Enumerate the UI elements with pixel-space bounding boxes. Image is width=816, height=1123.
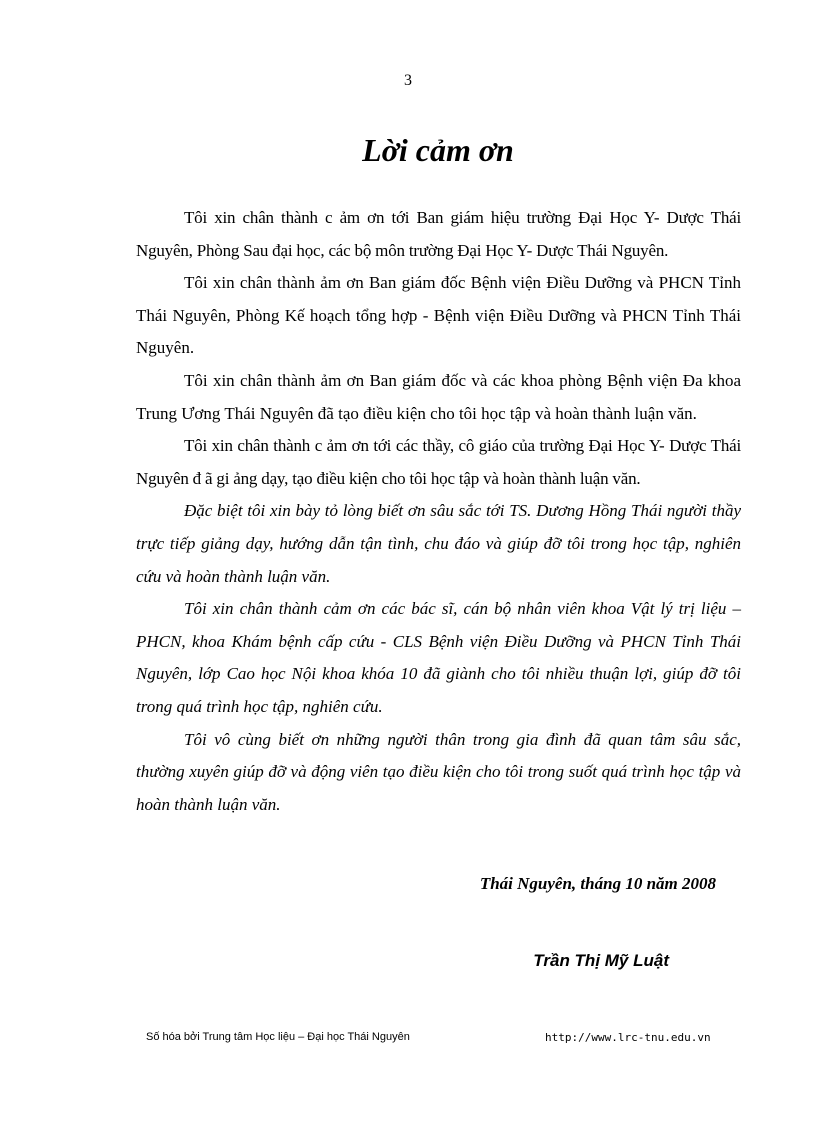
footer-source: Số hóa bởi Trung tâm Học liệu – Đại học Thái Nguyên xyxy=(146,1031,410,1043)
signature-author: Trần Thị Mỹ Luật xyxy=(533,951,669,970)
footer-url[interactable]: http://www.lrc-tnu.edu.vn xyxy=(545,1031,711,1044)
page-title: Lời cảm ơn xyxy=(362,132,514,168)
page-number: 3 xyxy=(404,72,412,89)
paragraph-supervisor: Đặc biệt tôi xin bày tỏ lòng biết ơn sâu sắc tới TS. Dương Hồng Thái người thầy trực tiếp giảng dạy, hướng dẫn tận tình, chu đáo và giúp đỡ tôi trong học tập, nghiên cứu và hoàn thành luận văn. xyxy=(136,501,741,586)
paragraph-central-hospital: Tôi xin chân thành ảm ơn Ban giám đốc và các khoa phòng Bệnh viện Đa khoa Trung Ương Thái Nguyên đã tạo điều kiện cho tôi học tập và hoàn thành luận văn. xyxy=(136,370,741,423)
signature-date: Thái Nguyên, tháng 10 năm 2008 xyxy=(479,874,716,893)
paragraph-colleagues: Tôi xin chân thành cảm ơn các bác sĩ, cán bộ nhân viên khoa Vật lý trị liệu – PHCN, khoa Khám bệnh cấp cứu - CLS Bệnh viện Điều Dưỡng và PHCN Tỉnh Thái Nguyên, lớp Cao học Nội khoa khóa 10 đã giành cho tôi nhiều thuận lợi, giúp đỡ tôi trong quá trình học tập, nghiên cứu. xyxy=(136,599,741,716)
paragraph-family: Tôi vô cùng biết ơn những người thân trong gia đình đã quan tâm sâu sắc, thường xuyên giúp đỡ và động viên tạo điều kiện cho tôi trong suốt quá trình học tập và hoàn thành luận văn. xyxy=(136,729,741,814)
acknowledgement-body xyxy=(136,202,741,821)
paragraph-rehab-hospital: Tôi xin chân thành ảm ơn Ban giám đốc Bệnh viện Điều Dưỡng và PHCN Tỉnh Thái Nguyên, Phòng Kế hoạch tổng hợp - Bệnh viện Điều Dưỡng và PHCN Tỉnh Thái Nguyên. xyxy=(136,273,741,358)
paragraph-university: Tôi xin chân thành c ảm ơn tới Ban giám hiệu trường Đại Học Y- Dược Thái Nguyên, Phòng Sau đại học, các bộ môn trường Đại Học Y- Dược Thái Nguyên. xyxy=(136,208,741,260)
paragraph-teachers: Tôi xin chân thành c ảm ơn tới các thầy, cô giáo của trường Đại Học Y- Dược Thái Nguyên đ ã gi ảng dạy, tạo điều kiện cho tôi học tập và hoàn thành luận văn. xyxy=(136,436,741,488)
